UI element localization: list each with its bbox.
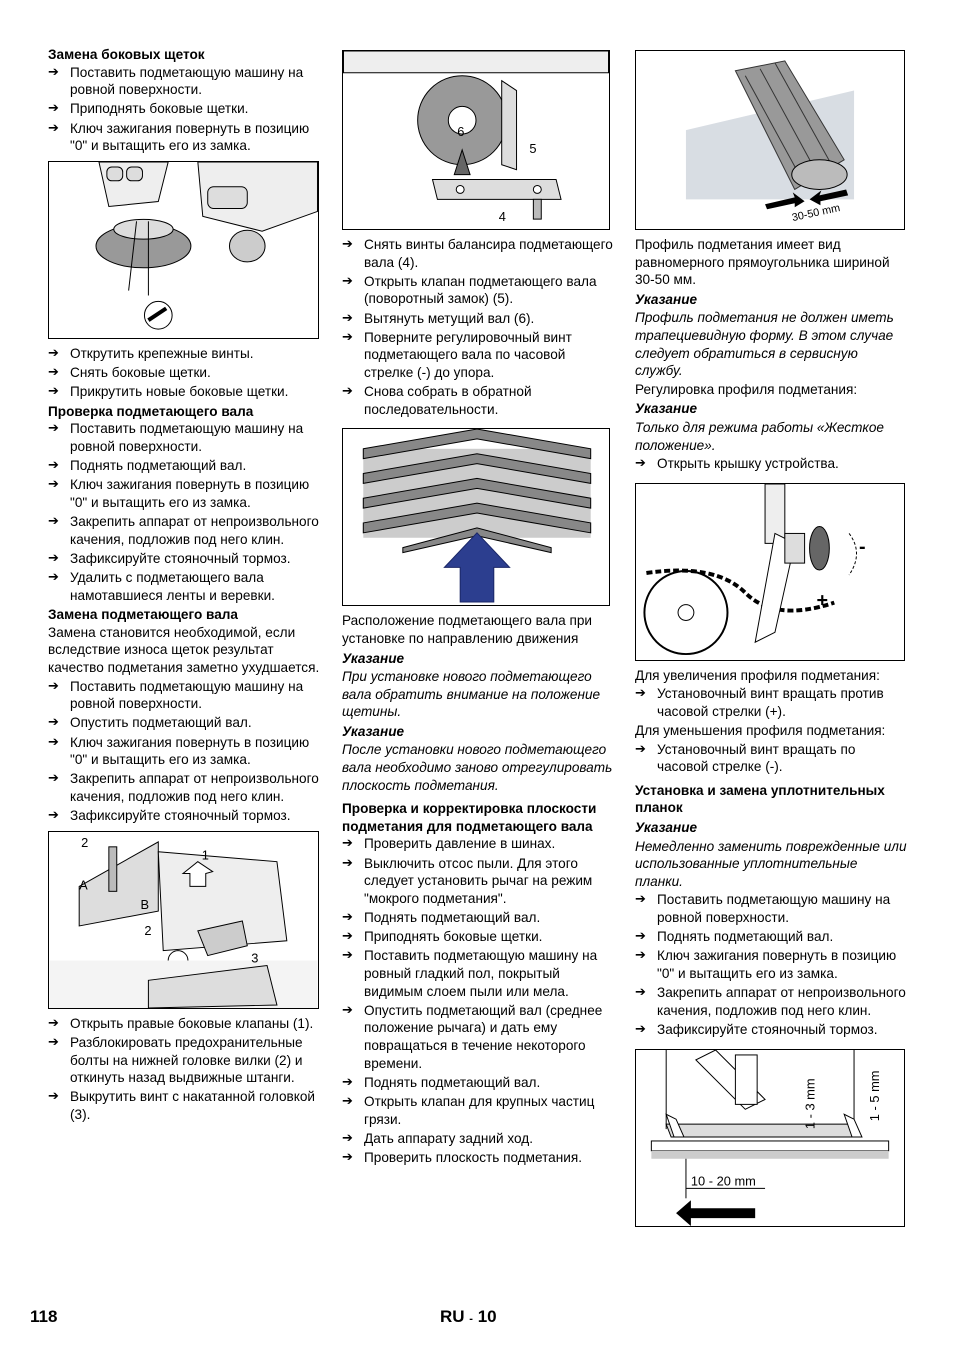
step: ➔ Снять винты балансира подметающего вала (4). bbox=[342, 236, 614, 271]
step: ➔ Поверните регулировочный винт подметающего вала по часовой стрелке (-) до упора. bbox=[342, 329, 614, 382]
step: ➔ Снять боковые щетки. bbox=[48, 364, 324, 382]
section-title-check-roller: Проверка подметающего вала bbox=[48, 403, 254, 419]
step: ➔ Разблокировать предохранительные болты на нижней головке вилки (2) и откинуть назад выдвижные штанги. bbox=[48, 1034, 324, 1087]
paragraph: Замена становится необходимой, если вследствие износа щеток результат качество подметания заметно ухудшается. bbox=[48, 624, 320, 675]
step: ➔ Поставить подметающую машину на ровной поверхности. bbox=[635, 891, 907, 926]
step: ➔ Приподнять боковые щетки. bbox=[342, 928, 614, 946]
step: ➔ Зафиксируйте стояночный тормоз. bbox=[48, 807, 324, 825]
step: ➔ Открыть правые боковые клапаны (1). bbox=[48, 1015, 324, 1033]
step: ➔ Опустить подметающий вал (среднее положение рычага) и дать ему повращаться в течение некоторого времени. bbox=[342, 1002, 614, 1072]
side-brush-illustration bbox=[49, 162, 318, 338]
step: ➔ Установочный винт вращать по часовой стрелке (-). bbox=[635, 741, 907, 776]
page-code bbox=[440, 1307, 497, 1327]
fig-label: 5 bbox=[529, 140, 537, 156]
section-title-seal-strips: Установка и замена уплотнительных планок bbox=[635, 782, 885, 816]
fig-label: 10 - 20 mm bbox=[690, 1173, 756, 1189]
step: ➔ Поставить подметающую машину на ровной поверхности. bbox=[48, 420, 324, 455]
step: ➔ Зафиксируйте стояночный тормоз. bbox=[48, 550, 324, 568]
step: ➔ Поставить подметающую машину на ровной поверхности. bbox=[48, 678, 324, 713]
fig-label: + bbox=[816, 589, 829, 612]
seal-strip-illustration bbox=[636, 1050, 904, 1226]
step: ➔ Опустить подметающий вал. bbox=[48, 714, 324, 732]
fig-label: 3 bbox=[251, 950, 259, 966]
figure-roller-removal bbox=[342, 50, 610, 230]
roller-removal-illustration bbox=[343, 51, 609, 229]
step: ➔ Поднять подметающий вал. bbox=[342, 909, 614, 927]
adjust-screw-illustration bbox=[636, 484, 904, 660]
step: ➔ Поставить подметающую машину на ровный гладкий пол, покрытый видимым слоем пыли или мела. bbox=[342, 947, 614, 1000]
step: ➔ Вытянуть метущий вал (6). bbox=[342, 310, 614, 328]
side-flaps-illustration bbox=[49, 832, 318, 1008]
step: ➔ Закрепить аппарат от непроизвольного качения, подложив под него клин. bbox=[48, 770, 324, 805]
step: ➔ Открыть крышку устройства. bbox=[635, 455, 907, 473]
figure-sweep-profile bbox=[635, 50, 905, 230]
language-code: RU bbox=[440, 1307, 465, 1326]
paragraph: Для уменьшения профиля подметания: bbox=[635, 723, 886, 739]
fig-label: 4 bbox=[498, 209, 506, 225]
fig-label: 2 bbox=[144, 922, 152, 938]
step: ➔ Закрепить аппарат от непроизвольного качения, подложив под него клин. bbox=[635, 984, 907, 1019]
step: ➔ Выкрутить винт с накатанной головкой (3). bbox=[48, 1088, 324, 1123]
note-text: При установке нового подметающего вала обратить внимание на положение щетины. bbox=[342, 669, 601, 720]
note-label: Указание bbox=[635, 401, 698, 417]
fig-label: - bbox=[858, 535, 866, 558]
step: ➔ Проверить давление в шинах. bbox=[342, 835, 614, 853]
fig-label: 1 - 5 mm bbox=[866, 1070, 882, 1121]
paragraph: Для увеличения профиля подметания: bbox=[635, 667, 880, 683]
figure-seal-strip bbox=[635, 1049, 905, 1227]
figure-bristle-direction bbox=[342, 428, 610, 606]
step: ➔ Зафиксируйте стояночный тормоз. bbox=[635, 1021, 907, 1039]
figure-side-flaps bbox=[48, 831, 319, 1009]
note-label: Указание bbox=[342, 723, 405, 739]
step: ➔ Удалить с подметающего вала намотавшиеся ленты и веревки. bbox=[48, 569, 324, 604]
paragraph: Регулировка профиля подметания: bbox=[635, 381, 858, 397]
step: ➔ Открыть клапан подметающего вала (поворотный замок) (5). bbox=[342, 273, 614, 308]
step: ➔ Поставить подметающую машину на ровной поверхности. bbox=[48, 64, 324, 99]
note-text: Профиль подметания не должен иметь трапециевидную форму. В этом случае следует обратиться в сервисную службу. bbox=[635, 310, 894, 379]
step: ➔ Установочный винт вращать против часовой стрелки (+). bbox=[635, 685, 907, 720]
fig-label: 6 bbox=[457, 124, 465, 140]
step: ➔ Поднять подметающий вал. bbox=[635, 928, 907, 946]
figure-adjust-screw bbox=[635, 483, 905, 661]
note-text: Немедленно заменить поврежденные или использованные уплотнительные планки. bbox=[635, 838, 907, 889]
page-number: 118 bbox=[30, 1307, 58, 1326]
sub-page-number: 10 bbox=[477, 1307, 497, 1326]
step: ➔ Открутить крепежные винты. bbox=[48, 345, 324, 363]
column-3 bbox=[635, 48, 907, 1233]
step: ➔ Поднять подметающий вал. bbox=[48, 457, 324, 475]
fig-label: B bbox=[140, 896, 150, 912]
step: ➔ Прикрутить новые боковые щетки. bbox=[48, 383, 324, 401]
note-label: Указание bbox=[635, 820, 698, 836]
note-text: После установки нового подметающего вала необходимо заново отрегулировать плоскость подметания. bbox=[342, 742, 613, 793]
fig-label: A bbox=[79, 877, 88, 893]
fig-label: 1 bbox=[201, 847, 209, 863]
paragraph: Профиль подметания имеет вид равномерного прямоугольника шириной 30-50 мм. bbox=[635, 237, 890, 288]
note-label: Указание bbox=[635, 291, 698, 307]
separator: - bbox=[469, 1313, 473, 1325]
step: ➔ Выключить отсос пыли. Для этого следует установить рычаг на режим "мокрого подметания". bbox=[342, 855, 614, 908]
section-title-sweep-pattern: Проверка и корректировка плоскости подметания для подметающего вала bbox=[342, 801, 597, 834]
note-text: Только для режима работы «Жесткое положение». bbox=[635, 419, 884, 453]
column-1 bbox=[48, 44, 324, 1125]
step: ➔ Приподнять боковые щетки. bbox=[48, 100, 324, 118]
figure-caption: Расположение подметающего вала при установке по направлению движения bbox=[342, 613, 593, 646]
fig-label: 1 - 3 mm bbox=[802, 1077, 818, 1129]
step: ➔ Поднять подметающий вал. bbox=[342, 1074, 614, 1092]
sweep-profile-illustration bbox=[636, 51, 904, 229]
figure-side-brush bbox=[48, 161, 319, 339]
note-label: Указание bbox=[342, 650, 405, 666]
fig-label: 30-50 mm bbox=[790, 202, 842, 225]
step: ➔ Проверить плоскость подметания. bbox=[342, 1149, 614, 1167]
fig-label: 2 bbox=[81, 834, 89, 850]
step: ➔ Дать аппарату задний ход. bbox=[342, 1130, 614, 1148]
step: ➔ Снова собрать в обратной последовательности. bbox=[342, 383, 614, 418]
column-2 bbox=[342, 48, 614, 1168]
step: ➔ Закрепить аппарат от непроизвольного качения, подложив под него клин. bbox=[48, 513, 324, 548]
step: ➔ Ключ зажигания повернуть в позицию "0" и вытащить его из замка. bbox=[48, 734, 324, 769]
step: ➔ Ключ зажигания повернуть в позицию "0" и вытащить его из замка. bbox=[48, 120, 324, 155]
step: ➔ Ключ зажигания повернуть в позицию "0" и вытащить его из замка. bbox=[48, 476, 324, 511]
section-title-replace-roller: Замена подметающего вала bbox=[48, 607, 238, 623]
step: ➔ Ключ зажигания повернуть в позицию "0" и вытащить его из замка. bbox=[635, 947, 907, 982]
section-title-side-brush: Замена боковых щеток bbox=[48, 47, 205, 62]
step: ➔ Открыть клапан для крупных частиц грязи. bbox=[342, 1093, 614, 1128]
bristle-direction-illustration bbox=[343, 429, 609, 605]
